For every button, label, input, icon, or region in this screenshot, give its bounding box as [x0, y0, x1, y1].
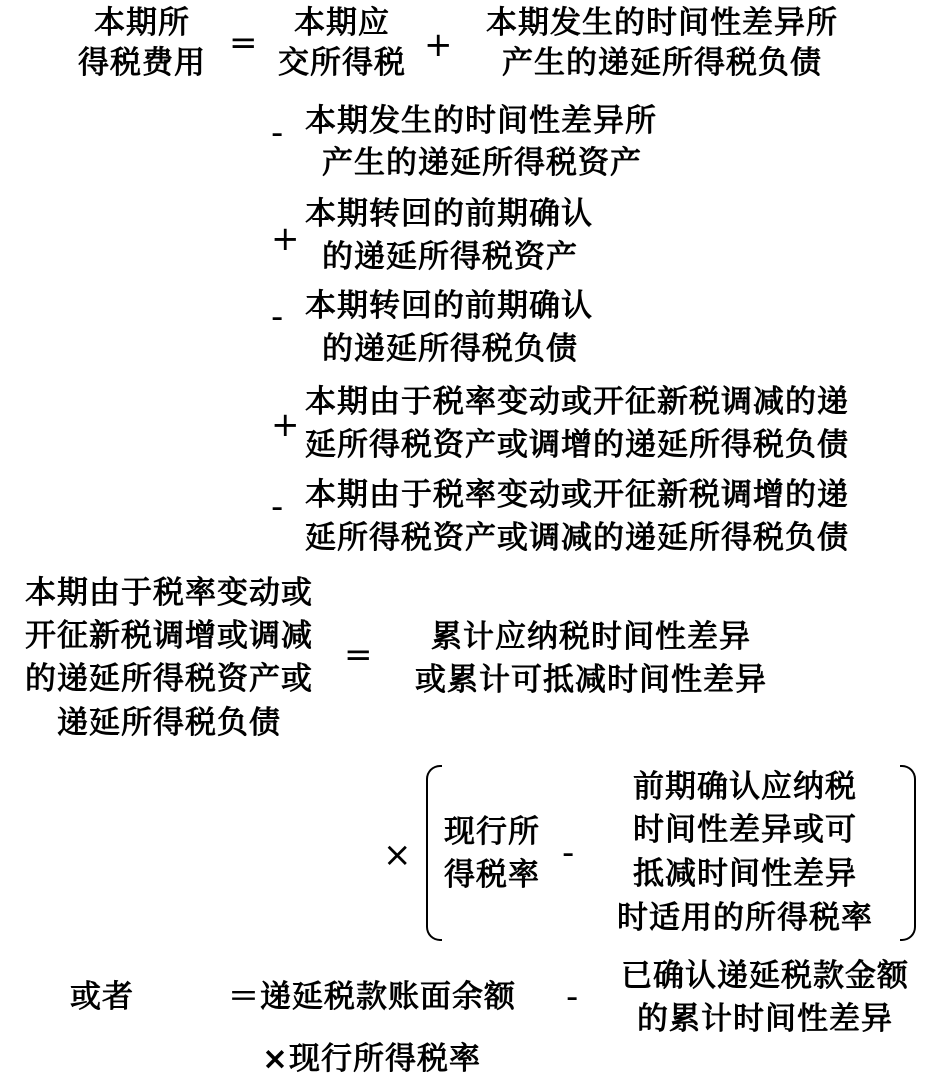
tail-term: ×现行所得税率 [262, 1041, 481, 1077]
minus-sign: - [271, 297, 284, 337]
plus-sign: + [271, 219, 300, 259]
minus-sign: - [562, 833, 575, 873]
rate-line-2: 得税率 [444, 857, 540, 893]
alt-label: 或者 [70, 979, 134, 1015]
recognized-line-1: 已确认递延税款金额 [621, 958, 909, 994]
recognized-line-2: 的累计时间性差异 [637, 1001, 893, 1037]
term-7-line-1: 本期由于税率变动或开征新税调增的递 [305, 477, 849, 513]
term-4-line-1: 本期转回的前期确认 [305, 196, 593, 232]
lhs-line-3: 的递延所得税资产或 [25, 661, 313, 697]
prior-line-4: 时适用的所得税率 [617, 900, 873, 936]
rate-line-1: 现行所 [444, 814, 540, 850]
term-4-line-2: 的递延所得税资产 [322, 239, 578, 275]
term-7-line-2: 延所得税资产或调减的递延所得税负债 [305, 520, 849, 556]
term-3-line-1: 本期发生的时间性差异所 [305, 103, 657, 139]
left-paren [426, 765, 442, 941]
lhs-line-2: 得税费用 [78, 45, 206, 81]
term-6-line-2: 延所得税资产或调增的递延所得税负债 [305, 427, 849, 463]
lhs-line-2: 开征新税调增或调减 [25, 618, 313, 654]
term-1-line-2: 交所得税 [278, 45, 406, 81]
term-5-line-1: 本期转回的前期确认 [305, 288, 593, 324]
minus-sign: - [566, 977, 579, 1017]
equals-sign: = [344, 635, 373, 675]
times-sign: × [383, 835, 412, 875]
minus-sign: - [271, 487, 284, 527]
lhs-line-4: 递延所得税负债 [57, 705, 281, 741]
term-3-line-2: 产生的递延所得税资产 [322, 145, 642, 181]
term-1-line-1: 本期应 [294, 5, 390, 41]
plus-sign: + [424, 25, 453, 65]
term-2-line-1: 本期发生的时间性差异所 [486, 5, 838, 41]
deferred-balance-term: ＝递延税款账面余额 [228, 979, 516, 1015]
plus-sign: + [271, 405, 300, 445]
prior-line-1: 前期确认应纳税 [633, 769, 857, 805]
equals-sign: = [229, 23, 258, 63]
lhs-line-1: 本期由于税率变动或 [25, 575, 313, 611]
rhs-line-2: 或累计可抵减时间性差异 [415, 662, 767, 698]
minus-sign: - [271, 113, 284, 153]
prior-line-2: 时间性差异或可 [633, 812, 857, 848]
rhs-line-1: 累计应纳税时间性差异 [431, 619, 751, 655]
term-2-line-2: 产生的递延所得税负债 [502, 45, 822, 81]
term-5-line-2: 的递延所得税负债 [322, 331, 578, 367]
term-6-line-1: 本期由于税率变动或开征新税调减的递 [305, 384, 849, 420]
right-paren [900, 765, 916, 941]
lhs-line-1: 本期所 [94, 5, 190, 41]
prior-line-3: 抵减时间性差异 [633, 856, 857, 892]
